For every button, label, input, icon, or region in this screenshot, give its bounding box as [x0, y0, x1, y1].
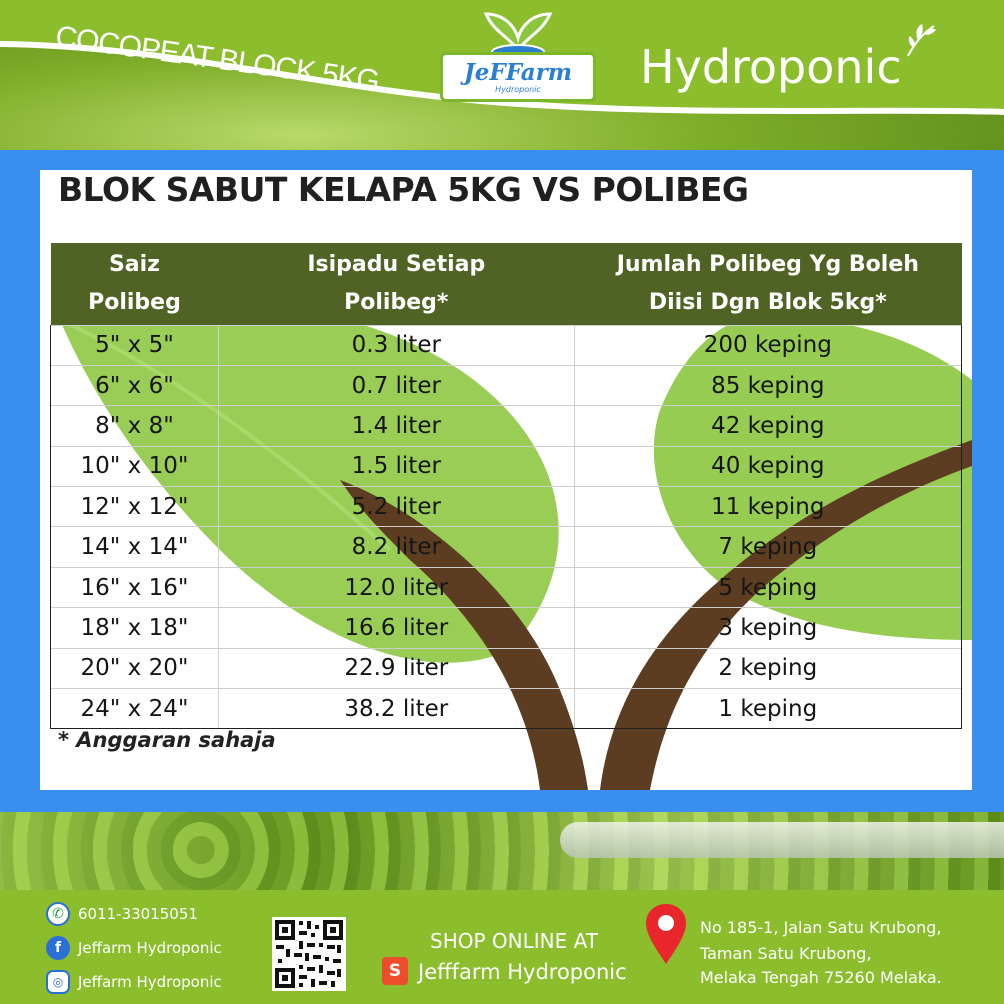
logo-text: JeFFarm — [463, 59, 573, 86]
cell-volume: 1.4 liter — [218, 406, 574, 446]
table-row — [51, 608, 962, 648]
qr-code-icon[interactable] — [272, 917, 346, 991]
cell-quantity: 2 keping — [574, 648, 961, 688]
product-title: COCOPEAT BLOCK 5KG — [53, 20, 381, 99]
comparison-table-wrap — [50, 243, 962, 729]
cell-quantity: 200 keping — [574, 325, 961, 365]
cell-volume: 12.0 liter — [218, 567, 574, 607]
table-body — [51, 325, 962, 729]
cell-size: 6" x 6" — [51, 365, 219, 405]
table-row — [51, 567, 962, 607]
cell-volume: 0.3 liter — [218, 325, 574, 365]
cell-volume: 16.6 liter — [218, 608, 574, 648]
cell-size: 8" x 8" — [51, 406, 219, 446]
header-banner — [0, 0, 1004, 135]
jeffarm-logo — [438, 6, 598, 102]
cell-volume: 5.2 liter — [218, 487, 574, 527]
cell-size: 14" x 14" — [51, 527, 219, 567]
cell-quantity: 1 keping — [574, 689, 961, 729]
comparison-table — [50, 243, 962, 729]
cell-quantity: 5 keping — [574, 567, 961, 607]
instagram-name: Jeffarm Hydroponic — [78, 973, 222, 991]
cell-volume: 1.5 liter — [218, 446, 574, 486]
shop-name-link[interactable]: Jefffarm Hydroponic — [418, 960, 627, 984]
cell-quantity: 85 keping — [574, 365, 961, 405]
cell-size: 24" x 24" — [51, 689, 219, 729]
logo-box — [440, 52, 596, 102]
table-header-row — [51, 243, 962, 325]
cell-quantity: 11 keping — [574, 487, 961, 527]
cell-quantity: 7 keping — [574, 527, 961, 567]
logo-subtext: Hydroponic — [495, 85, 541, 94]
table-row — [51, 648, 962, 688]
whatsapp-icon: ✆ — [46, 902, 70, 926]
column-header-quantity: Jumlah Polibeg Yg Boleh Diisi Dgn Blok 5kg* — [616, 251, 919, 315]
table-row — [51, 406, 962, 446]
address-line-2: Taman Satu Krubong, — [700, 944, 872, 963]
footnote: * Anggaran sahaja — [58, 728, 276, 752]
address-line-3: Melaka Tengah 75260 Melaka. — [700, 968, 942, 987]
table-row — [51, 446, 962, 486]
cell-size: 5" x 5" — [51, 325, 219, 365]
phone-contact[interactable] — [46, 902, 198, 926]
cell-quantity: 42 keping — [574, 406, 961, 446]
cell-size: 10" x 10" — [51, 446, 219, 486]
logo-plant-icon — [438, 6, 598, 58]
phone-number: 6011-33015051 — [78, 905, 198, 923]
table-row — [51, 325, 962, 365]
wheat-leaf-icon — [900, 20, 940, 60]
cell-size: 18" x 18" — [51, 608, 219, 648]
facebook-contact[interactable] — [46, 936, 222, 960]
shopee-icon: S — [382, 957, 408, 985]
instagram-icon: ◎ — [46, 970, 70, 994]
cell-volume: 8.2 liter — [218, 527, 574, 567]
cell-volume: 0.7 liter — [218, 365, 574, 405]
facebook-name: Jeffarm Hydroponic — [78, 939, 222, 957]
column-header-volume: Isipadu Setiap Polibeg* — [307, 251, 486, 315]
column-header-size: Saiz Polibeg — [88, 251, 181, 315]
brand-title: Hydroponic — [640, 40, 902, 94]
cell-size: 20" x 20" — [51, 648, 219, 688]
cell-volume: 22.9 liter — [218, 648, 574, 688]
table-row — [51, 365, 962, 405]
instagram-contact[interactable] — [46, 970, 222, 994]
table-row — [51, 527, 962, 567]
cell-size: 16" x 16" — [51, 567, 219, 607]
location-pin-icon — [644, 902, 688, 966]
panel-title: BLOK SABUT KELAPA 5KG VS POLIBEG — [58, 170, 749, 209]
cell-volume: 38.2 liter — [218, 689, 574, 729]
facebook-icon: f — [46, 936, 70, 960]
shop-online-label: SHOP ONLINE AT — [430, 929, 598, 953]
address-line-1: No 185-1, Jalan Satu Krubong, — [700, 918, 942, 937]
cell-size: 12" x 12" — [51, 487, 219, 527]
hydroponic-pipe — [560, 822, 1004, 858]
cell-quantity: 40 keping — [574, 446, 961, 486]
table-row — [51, 487, 962, 527]
cell-quantity: 3 keping — [574, 608, 961, 648]
table-row — [51, 689, 962, 729]
